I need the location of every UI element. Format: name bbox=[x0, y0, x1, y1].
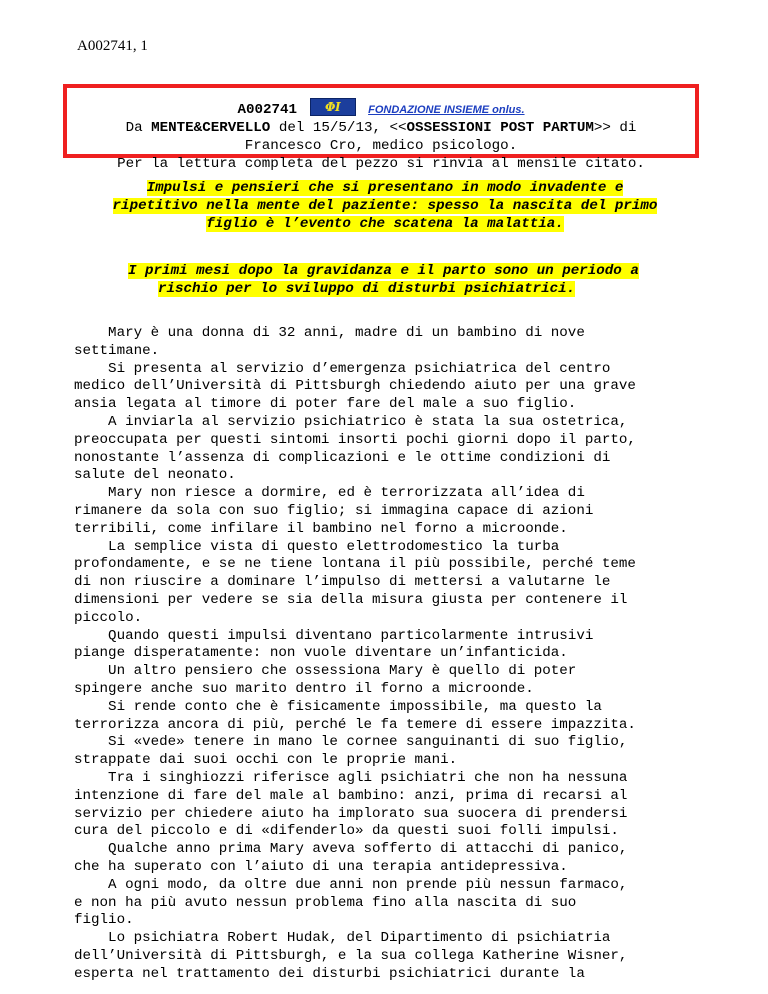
intro-line: ripetitivo nella mente del paziente: spesso la nascita del primo bbox=[112, 198, 658, 214]
body-line: Quando questi impulsi diventano particolarmente intrusivi bbox=[74, 627, 594, 644]
body-line: esperta nel trattamento dei disturbi psichiatrici durante la bbox=[74, 965, 585, 982]
page-header-reference: A002741, 1 bbox=[77, 38, 148, 54]
source-suffix: >> di bbox=[593, 120, 637, 136]
magazine-name: MENTE&CERVELLO bbox=[151, 120, 271, 136]
body-line: A ogni modo, da oltre due anni non prende più nessun farmaco, bbox=[74, 876, 628, 893]
article-body bbox=[74, 325, 714, 983]
body-line: piange disperatamente: non vuole diventare un’infanticida. bbox=[74, 645, 568, 662]
body-line: Si presenta al servizio d’emergenza psichiatrica del centro bbox=[74, 360, 611, 377]
body-line: ansia legata al timore di poter fare del male a suo figlio. bbox=[74, 396, 577, 413]
body-line: Mary è una donna di 32 anni, madre di un bambino di nove bbox=[74, 325, 585, 341]
intro-line: Impulsi e pensieri che si presentano in modo invadente e bbox=[146, 180, 624, 196]
foundation-link[interactable]: FONDAZIONE INSIEME onlus. bbox=[368, 104, 525, 116]
body-line: e non ha più avuto nessun problema fino alla nascita di suo bbox=[74, 894, 577, 911]
intro-line: figlio è l’evento che scatena la malattia. bbox=[206, 216, 564, 232]
body-line: spingere anche suo marito dentro il forno a microonde. bbox=[74, 680, 534, 697]
body-line: La semplice vista di questo elettrodomestico la turba bbox=[74, 538, 560, 555]
body-line: salute del neonato. bbox=[74, 467, 236, 484]
body-line: cura del piccolo e di «difenderlo» da questi suoi folli impulsi. bbox=[74, 823, 619, 840]
body-line: servizio per chiedere aiuto ha implorato sua suocera di prendersi bbox=[74, 805, 628, 822]
source-date: del 15/5/13, << bbox=[270, 120, 407, 136]
body-line: Lo psichiatra Robert Hudak, del Dipartimento di psichiatria bbox=[74, 930, 611, 947]
body-line: Si «vede» tenere in mano le cornee sanguinanti di suo figlio, bbox=[74, 734, 628, 751]
body-line: intenzione di fare del male al bambino: anzi, prima di recarsi al bbox=[74, 787, 628, 804]
info-line-note: Per la lettura completa del pezzo si rinvia al mensile citato. bbox=[117, 156, 645, 172]
body-line: dimensioni per vedere se sia della misura giusta per contenere il bbox=[74, 591, 628, 608]
source-info-box bbox=[63, 84, 699, 172]
body-line: terrorizza ancora di più, perché le fa temere di essere impazzita. bbox=[74, 716, 636, 733]
body-line: dell’Università di Pittsburgh, e la sua collega Katherine Wisner, bbox=[74, 947, 628, 964]
body-line: rimanere da sola con suo figlio; si immagina capace di azioni bbox=[74, 502, 594, 519]
subtitle-line: I primi mesi dopo la gravidanza e il parto sono un periodo a bbox=[128, 263, 639, 279]
logo-text: ΦI bbox=[325, 100, 341, 114]
subtitle-highlight bbox=[60, 262, 710, 298]
body-line: Qualche anno prima Mary aveva sofferto di attacchi di panico, bbox=[74, 841, 628, 858]
body-line: nonostante l’assenza di complicazioni e le ottime condizioni di bbox=[74, 449, 611, 466]
subtitle-line: rischio per lo sviluppo di disturbi psichiatrici. bbox=[158, 281, 576, 297]
body-line: settimane. bbox=[74, 342, 160, 359]
document-code: A002741 bbox=[237, 102, 298, 118]
article-title: OSSESSIONI POST PARTUM bbox=[406, 120, 594, 136]
body-line: strappate dai suoi occhi con le proprie mani. bbox=[74, 752, 458, 769]
body-line: piccolo. bbox=[74, 609, 143, 626]
body-line: che ha superato con l’aiuto di una terapia antidepressiva. bbox=[74, 858, 568, 875]
body-line: terribili, come infilare il bambino nel forno a microonde. bbox=[74, 520, 568, 537]
body-line: Un altro pensiero che ossessiona Mary è quello di poter bbox=[74, 663, 577, 680]
body-line: medico dell’Università di Pittsburgh chiedendo aiuto per una grave bbox=[74, 378, 636, 395]
intro-highlight bbox=[60, 179, 710, 233]
body-line: profondamente, e se ne tiene lontana il più possibile, perché teme bbox=[74, 556, 636, 573]
body-line: Tra i singhiozzi riferisce agli psichiatri che non ha nessuna bbox=[74, 769, 628, 786]
body-line: A inviarla al servizio psichiatrico è stata la sua ostetrica, bbox=[74, 413, 628, 430]
body-line: di non riuscire a dominare l’impulso di mettersi a valutarne le bbox=[74, 574, 611, 591]
body-line: Si rende conto che è fisicamente impossibile, ma questo la bbox=[74, 698, 602, 715]
foundation-logo bbox=[310, 98, 356, 116]
info-line-author: Francesco Cro, medico psicologo. bbox=[244, 138, 518, 154]
body-line: figlio. bbox=[74, 912, 134, 929]
source-prefix: Da bbox=[125, 120, 152, 136]
info-line-title bbox=[67, 98, 695, 119]
body-line: Mary non riesce a dormire, ed è terrorizzata all’idea di bbox=[74, 485, 585, 502]
info-line-source bbox=[67, 119, 695, 137]
body-line: preoccupata per questi sintomi insorti pochi giorni dopo il parto, bbox=[74, 431, 636, 448]
